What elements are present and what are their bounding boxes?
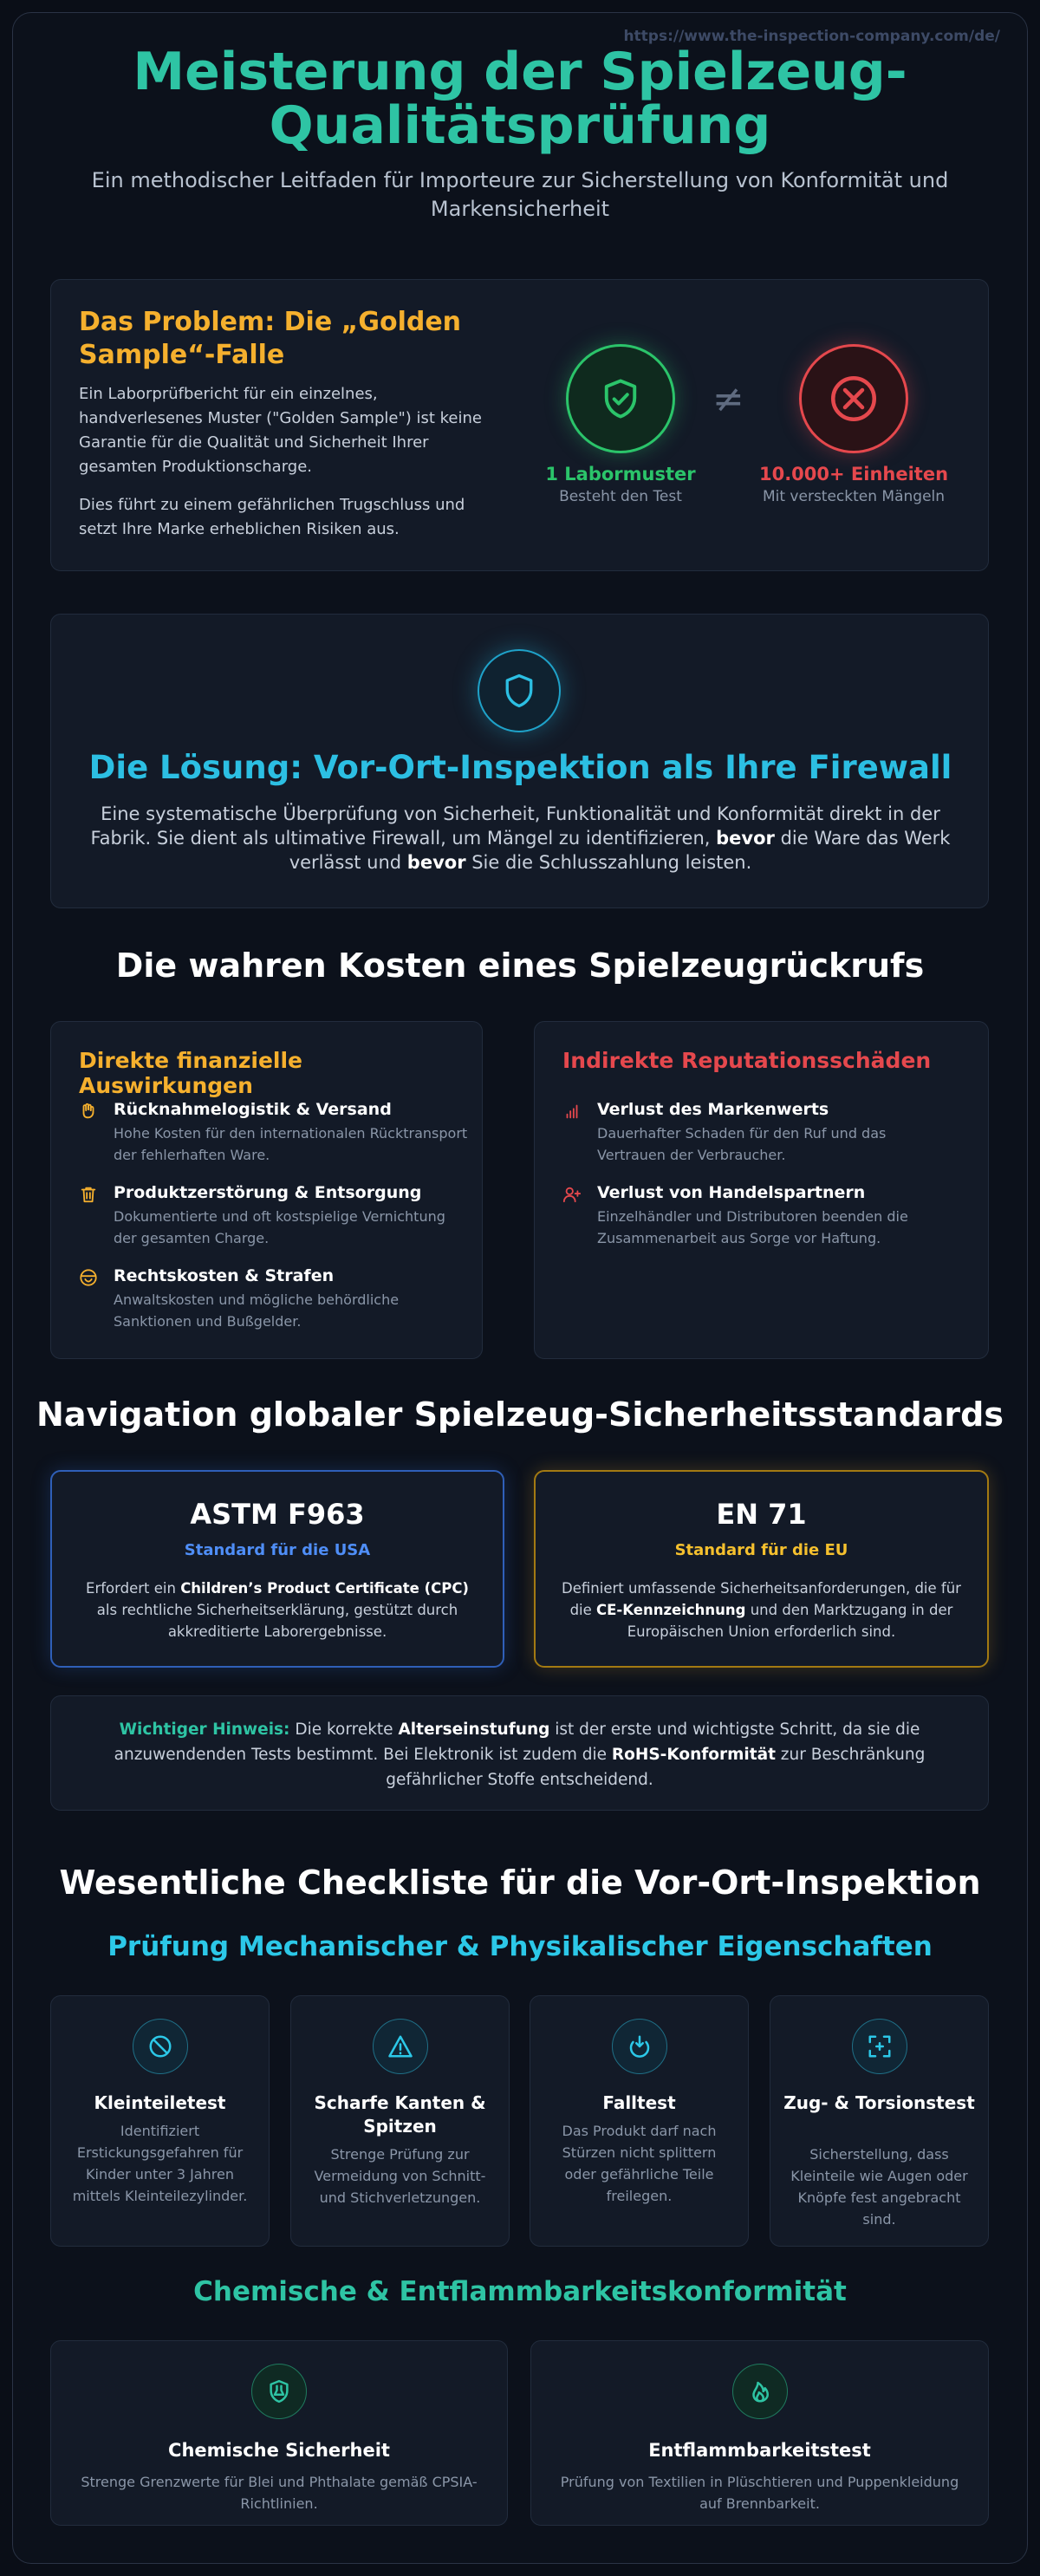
en71-card (534, 1470, 989, 1668)
check-pull-torsion (770, 1995, 989, 2247)
user-minus-icon (562, 1185, 582, 1204)
cost-item-title: Rechtskosten & Strafen (114, 1266, 335, 1285)
check-drop-test (530, 1995, 749, 2247)
emphasis-before-1: bevor (716, 828, 775, 849)
check-title: Entflammbarkeitstest (648, 2440, 871, 2461)
check-desc: Identifiziert Erstickungsgefahren für Kinder unter 3 Jahren mittels Kleinteilezylinder. (72, 2123, 248, 2204)
chemical-title: Chemische & Entflammbarkeitskonformität (193, 2276, 847, 2307)
solution-title: Die Lösung: Vor-Ort-Inspektion als Ihre Firewall (88, 749, 952, 786)
solution-text: Eine systematische Überprüfung von Sicherheit, Funktionalität und Konformität direkt in der Fabrik. Sie dient als ultimative Firewall, um Mängel zu identifizieren, bevor die Ware das Werk verlässt und bevor Sie die Schlusszahlung leisten. (90, 803, 951, 873)
page-subtitle: Ein methodischer Leitfaden für Importeure zur Sicherstellung von Konformität und Markensicherheit (91, 168, 949, 221)
check-title: Scharfe Kanten & Spitzen (314, 2092, 486, 2137)
cost-item-title: Produktzerstörung & Entsorgung (114, 1183, 422, 1202)
en71-desc: Definiert umfassende Sicherheitsanforderungen, die für die CE-Kennzeichnung und den Marktzugang in der Europäischen Union erforderlich sind. (562, 1580, 961, 1640)
cpc-emphasis: Children’s Product Certificate (CPC) (180, 1580, 469, 1597)
lab-sample-stat: 1 Labormuster (545, 464, 696, 485)
units-stat: 10.000+ Einheiten (758, 464, 949, 485)
note-emphasis-age: Alterseinstufung (398, 1721, 550, 1739)
check-chemical-safety (50, 2340, 508, 2526)
en71-name: EN 71 (716, 1498, 807, 1531)
check-title: Falltest (602, 2092, 676, 2113)
units-label: Mit versteckten Mängeln (762, 488, 946, 505)
page-title: Meisterung der Spielzeug-Qualitätsprüfung (133, 42, 907, 156)
costs-title: Die wahren Kosten eines Spielzeugrückrufs (115, 946, 925, 985)
note-emphasis-rohs: RoHS-Konformität (611, 1746, 776, 1764)
emphasis-before-2: bevor (406, 852, 466, 873)
astm-card (50, 1470, 504, 1668)
problem-card (50, 279, 989, 571)
source-url[interactable]: https://www.the-inspection-company.com/de/ (623, 28, 1000, 45)
check-small-parts (50, 1995, 270, 2247)
indirect-costs-card (534, 1021, 989, 1359)
shield-flask-icon (251, 2364, 307, 2419)
not-equal-symbol: ≠ (712, 377, 744, 421)
checklist-title: Wesentliche Checkliste für die Vor-Ort-Inspektion (59, 1864, 981, 1902)
important-note-card (50, 1695, 989, 1811)
check-desc: Sicherstellung, dass Kleinteile wie Augen oder Knöpfe fest angebracht sind. (790, 2146, 968, 2228)
check-flammability (530, 2340, 989, 2526)
astm-region: Standard für die USA (184, 1541, 371, 1559)
x-circle-icon (799, 344, 908, 453)
shield-icon (478, 649, 561, 732)
check-desc: Strenge Grenzwerte für Blei und Phthalate gemäß CPSIA-Richtlinien. (81, 2474, 478, 2512)
problem-paragraph-2: Dies führt zu einem gefährlichen Trugschluss und setzt Ihre Marke erheblichen Risiken aus. (79, 496, 465, 538)
astm-desc: Erfordert ein Children’s Product Certificate (CPC) als rechtliche Sicherheitserklärung, gestützt durch akkreditierte Laborergebnisse. (86, 1580, 469, 1640)
en71-region: Standard für die EU (674, 1541, 848, 1559)
check-desc: Das Produkt darf nach Stürzen nicht splittern oder gefährliche Teile freilegen. (562, 2123, 717, 2204)
direct-costs-card (50, 1021, 483, 1359)
cost-item-desc: Einzelhändler und Distributoren beenden die Zusammenarbeit aus Sorge vor Haftung. (597, 1208, 908, 1246)
astm-name: ASTM F963 (190, 1498, 365, 1531)
flame-icon (732, 2364, 788, 2419)
check-desc: Prüfung von Textilien in Plüschtieren und Puppenkleidung auf Brennbarkeit. (560, 2474, 959, 2512)
standards-title: Navigation globaler Spielzeug-Sicherheitsstandards (36, 1395, 1004, 1434)
cost-item-title: Verlust des Markenwerts (597, 1100, 829, 1119)
truck-icon (79, 1102, 98, 1121)
solution-card (50, 614, 989, 908)
problem-title: Das Problem: Die „Golden Sample“-Falle (79, 307, 462, 370)
problem-paragraph-1: Ein Laborprüfbericht für ein einzelnes, handverlesenes Muster ("Golden Sample") ist keine Garantie für die Qualität und Sicherheit Ihrer gesamten Produktionscharge. (79, 385, 482, 476)
check-title: Kleinteiletest (94, 2092, 226, 2113)
cost-item-desc: Anwaltskosten und mögliche behördliche Sanktionen und Bußgelder. (114, 1291, 400, 1330)
chart-down-icon (562, 1102, 582, 1121)
cost-item-title: Verlust von Handelspartnern (597, 1183, 866, 1202)
note-label: Wichtiger Hinweis: (119, 1721, 290, 1739)
indirect-costs-title: Indirekte Reputationsschäden (562, 1048, 932, 1073)
check-desc: Strenge Prüfung zur Vermeidung von Schnitt- und Stichverletzungen. (314, 2146, 486, 2206)
trash-icon (79, 1185, 98, 1204)
cost-item-desc: Dokumentierte und oft kostspielige Vernichtung der gesamten Charge. (114, 1208, 445, 1246)
gavel-icon (79, 1268, 98, 1287)
check-title: Zug- & Torsionstest (783, 2092, 975, 2113)
ce-emphasis: CE-Kennzeichnung (596, 1602, 746, 1618)
direct-costs-title: Direkte finanzielle Auswirkungen (79, 1048, 303, 1098)
cost-item-desc: Dauerhafter Schaden für den Ruf und das Vertrauen der Verbraucher. (597, 1125, 887, 1163)
cost-item-title: Rücknahmelogistik & Versand (114, 1100, 392, 1119)
warning-icon (373, 2019, 428, 2074)
drop-icon (612, 2019, 667, 2074)
ban-icon (133, 2019, 188, 2074)
expand-icon (852, 2019, 907, 2074)
mechanical-title: Prüfung Mechanischer & Physikalischer Eigenschaften (107, 1931, 933, 1962)
important-note-text: Wichtiger Hinweis: Die korrekte Alterseinstufung ist der erste und wichtigste Schritt, da sie die anzuwendenden Tests bestimmt. Bei Elektronik ist zudem die RoHS-Konformität zur Beschränkung gefährlicher Stoffe entscheidend. (114, 1721, 926, 1789)
lab-sample-label: Besteht den Test (559, 488, 682, 505)
check-title: Chemische Sicherheit (168, 2440, 390, 2461)
cost-item-desc: Hohe Kosten für den internationalen Rücktransport der fehlerhaften Ware. (114, 1125, 468, 1163)
shield-check-icon (566, 344, 675, 453)
check-sharp-edges (290, 1995, 510, 2247)
